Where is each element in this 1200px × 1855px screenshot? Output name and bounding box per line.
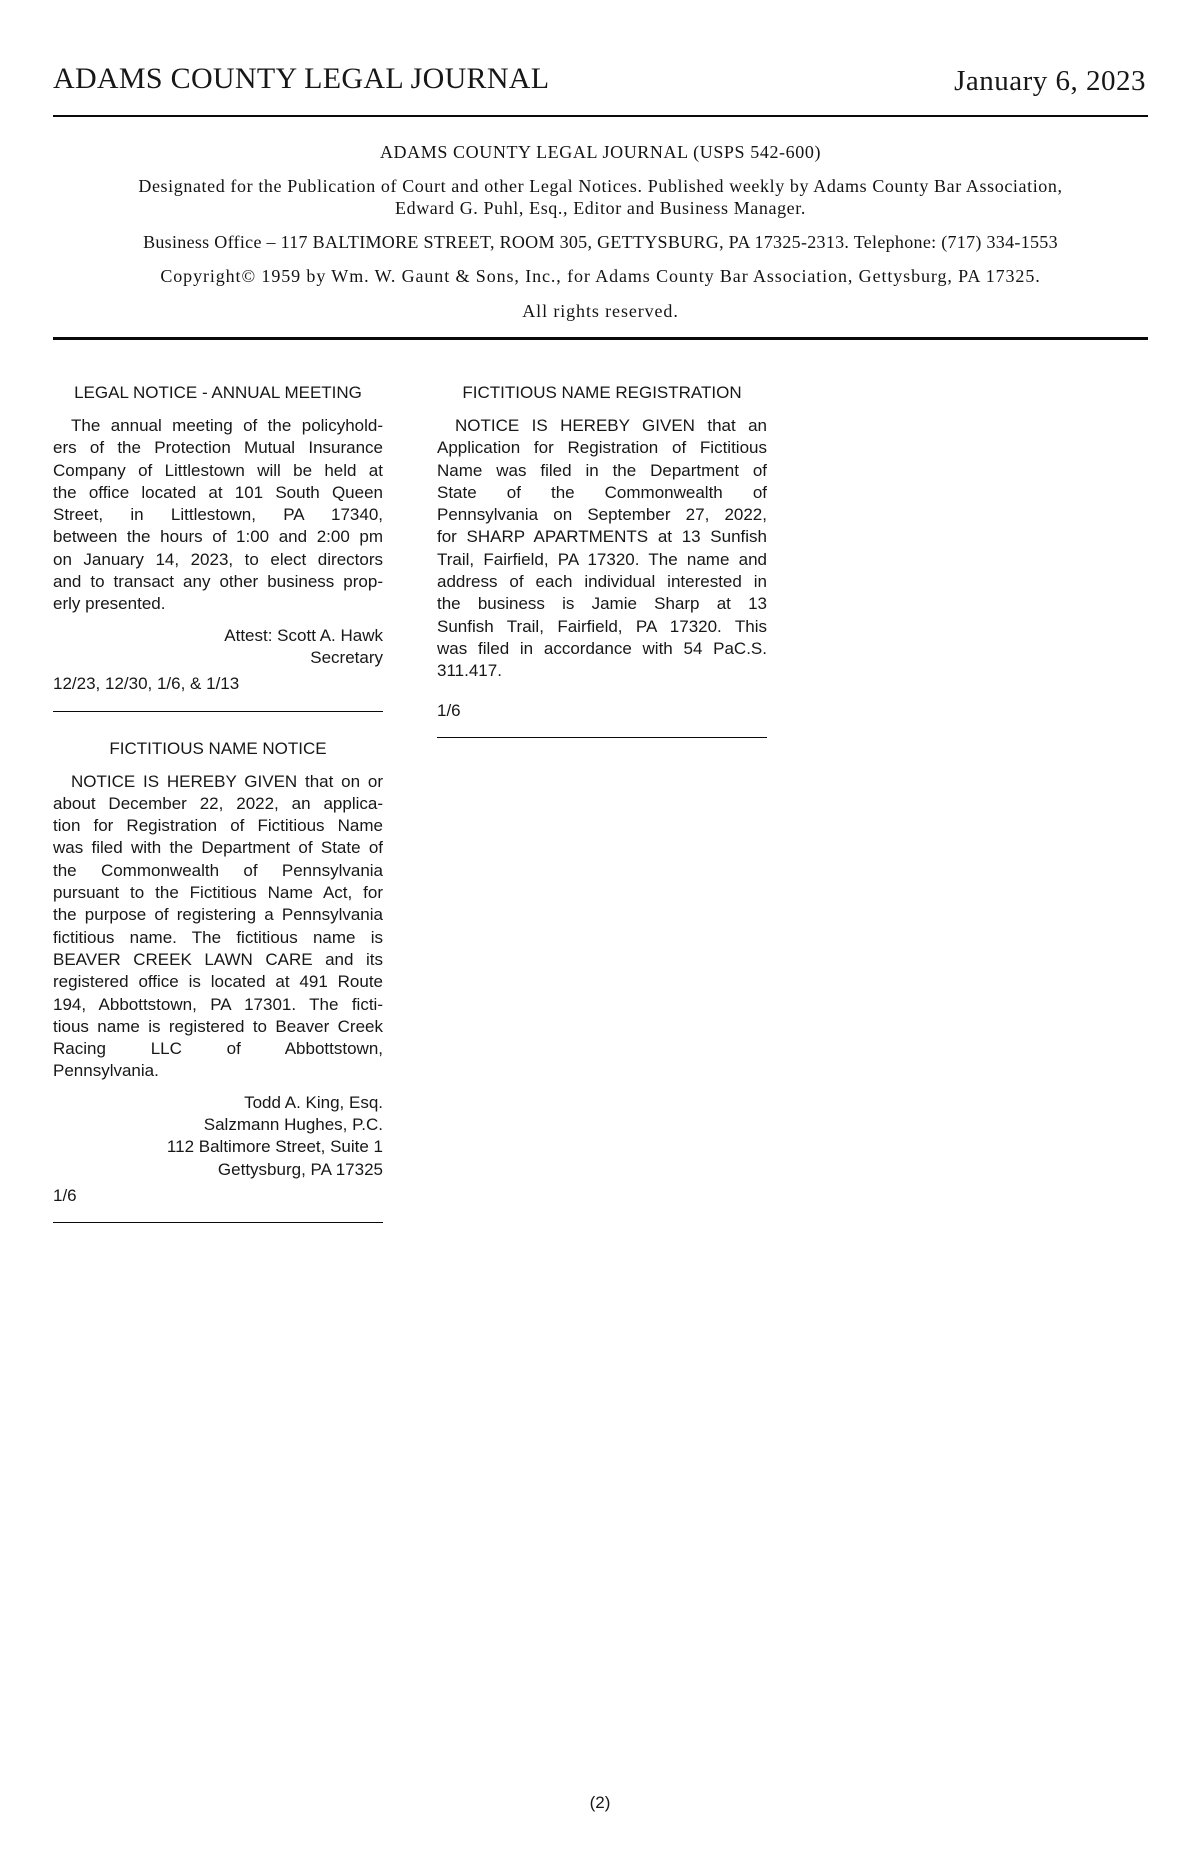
signature-block (53, 625, 383, 670)
notice-line: The annual meeting of the policyhold- (71, 416, 383, 435)
notice-line: Street, in Littlestown, PA 17340, (53, 505, 383, 525)
notice-line: Trail, Fairfield, PA 17320. The name and (437, 549, 767, 569)
notice-line: Pennsylvania on September 27, 2022, (437, 505, 767, 525)
notice-line: BEAVER CREEK LAWN CARE and its (53, 949, 383, 969)
notice-line: the Commonwealth of Pennsylvania (53, 860, 383, 880)
notice-line: about December 22, 2022, an applica- (53, 793, 383, 813)
signature-line: Todd A. King, Esq. (244, 1092, 383, 1112)
notice-line: was filed in accordance with 54 PaC.S. (437, 638, 767, 658)
legal-notice (53, 738, 383, 1224)
signature-line: Secretary (310, 647, 383, 667)
notice-line: on January 14, 2023, to elect directors (53, 549, 383, 569)
signature-line: 112 Baltimore Street, Suite 1 (166, 1137, 383, 1157)
notice-line: NOTICE IS HEREBY GIVEN that an (455, 416, 767, 435)
notice-line: Sunfish Trail, Fairfield, PA 17320. This (437, 616, 767, 636)
notice-line: address of each individual interested in (437, 572, 767, 592)
publication-dates: 1/6 (53, 1185, 77, 1205)
masthead-editor-line: Edward G. Puhl, Esq., Editor and Business Manager. (395, 198, 806, 218)
notice-line: tion for Registration of Fictitious Name (53, 816, 383, 836)
notice-divider (53, 711, 383, 712)
notice-line: was filed with the Department of State of (53, 838, 383, 858)
notice-divider (437, 737, 767, 738)
legal-notice (437, 382, 767, 738)
notice-line: the business is Jamie Sharp at 13 (437, 594, 767, 614)
notice-column-left (53, 382, 383, 1249)
legal-notice (53, 382, 383, 712)
signature-line: Attest: Scott A. Hawk (224, 625, 383, 645)
notice-line: fictitious name. The fictitious name is (53, 927, 383, 947)
header-rule (53, 115, 1148, 117)
notice-line: Racing LLC of Abbottstown, (53, 1039, 383, 1059)
notice-line: erly presented. (53, 594, 166, 614)
notice-line: the purpose of registering a Pennsylvania (53, 905, 383, 925)
notice-line: for SHARP APARTMENTS at 13 Sunfish (437, 527, 767, 547)
masthead-rights-line: All rights reserved. (522, 301, 679, 321)
notice-line: Application for Registration of Fictitious (437, 438, 767, 458)
journal-title: ADAMS COUNTY LEGAL JOURNAL (53, 62, 550, 95)
notice-line: 311.417. (437, 661, 502, 681)
signature-line: Gettysburg, PA 17325 (217, 1159, 383, 1179)
masthead-office-line: Business Office – 117 BALTIMORE STREET, ROOM 305, GETTYSBURG, PA 17325-2313. Telephone: (717) 334-1553 (143, 232, 1058, 252)
notice-heading: FICTITIOUS NAME NOTICE (109, 738, 327, 758)
publication-dates: 12/23, 12/30, 1/6, & 1/13 (53, 674, 240, 694)
notice-line: Name was filed in the Department of (437, 460, 767, 480)
masthead-usps-line: ADAMS COUNTY LEGAL JOURNAL (USPS 542-600) (379, 142, 822, 162)
page-number: (2) (589, 1793, 611, 1812)
signature-block (53, 1092, 383, 1181)
notice-line: Pennsylvania. (53, 1061, 159, 1081)
notice-divider (53, 1222, 383, 1223)
publication-dates: 1/6 (437, 700, 461, 720)
notice-paragraph (53, 771, 383, 1083)
masthead-rule (53, 337, 1148, 340)
notice-paragraph (437, 415, 767, 683)
notice-line: Company of Littlestown will be held at (53, 460, 383, 480)
notice-line: 194, Abbottstown, PA 17301. The ficti- (53, 994, 383, 1014)
notice-line: between the hours of 1:00 and 2:00 pm (53, 527, 383, 547)
notice-line: pursuant to the Fictitious Name Act, for (53, 883, 383, 903)
issue-date: January 6, 2023 (954, 65, 1146, 97)
notice-column-right (437, 382, 767, 764)
notice-heading: FICTITIOUS NAME REGISTRATION (462, 383, 742, 402)
notice-line: tious name is registered to Beaver Creek (53, 1016, 383, 1036)
notice-line: ers of the Protection Mutual Insurance (53, 438, 383, 458)
notice-line: State of the Commonwealth of (437, 482, 767, 502)
notice-line: NOTICE IS HEREBY GIVEN that on or (71, 771, 383, 791)
masthead-designated-line: Designated for the Publication of Court and other Legal Notices. Published weekly by Adams County Bar Association, (138, 176, 1063, 196)
notice-paragraph (53, 415, 383, 616)
masthead-copyright-line: Copyright© 1959 by Wm. W. Gaunt & Sons, Inc., for Adams County Bar Association, Gettysburg, PA 17325. (160, 266, 1041, 286)
notice-line: and to transact any other business prop- (53, 572, 383, 592)
notice-line: the office located at 101 South Queen (53, 482, 383, 502)
notice-line: registered office is located at 491 Route (53, 972, 383, 992)
notice-heading: LEGAL NOTICE - ANNUAL MEETING (74, 383, 362, 402)
signature-line: Salzmann Hughes, P.C. (203, 1115, 383, 1135)
